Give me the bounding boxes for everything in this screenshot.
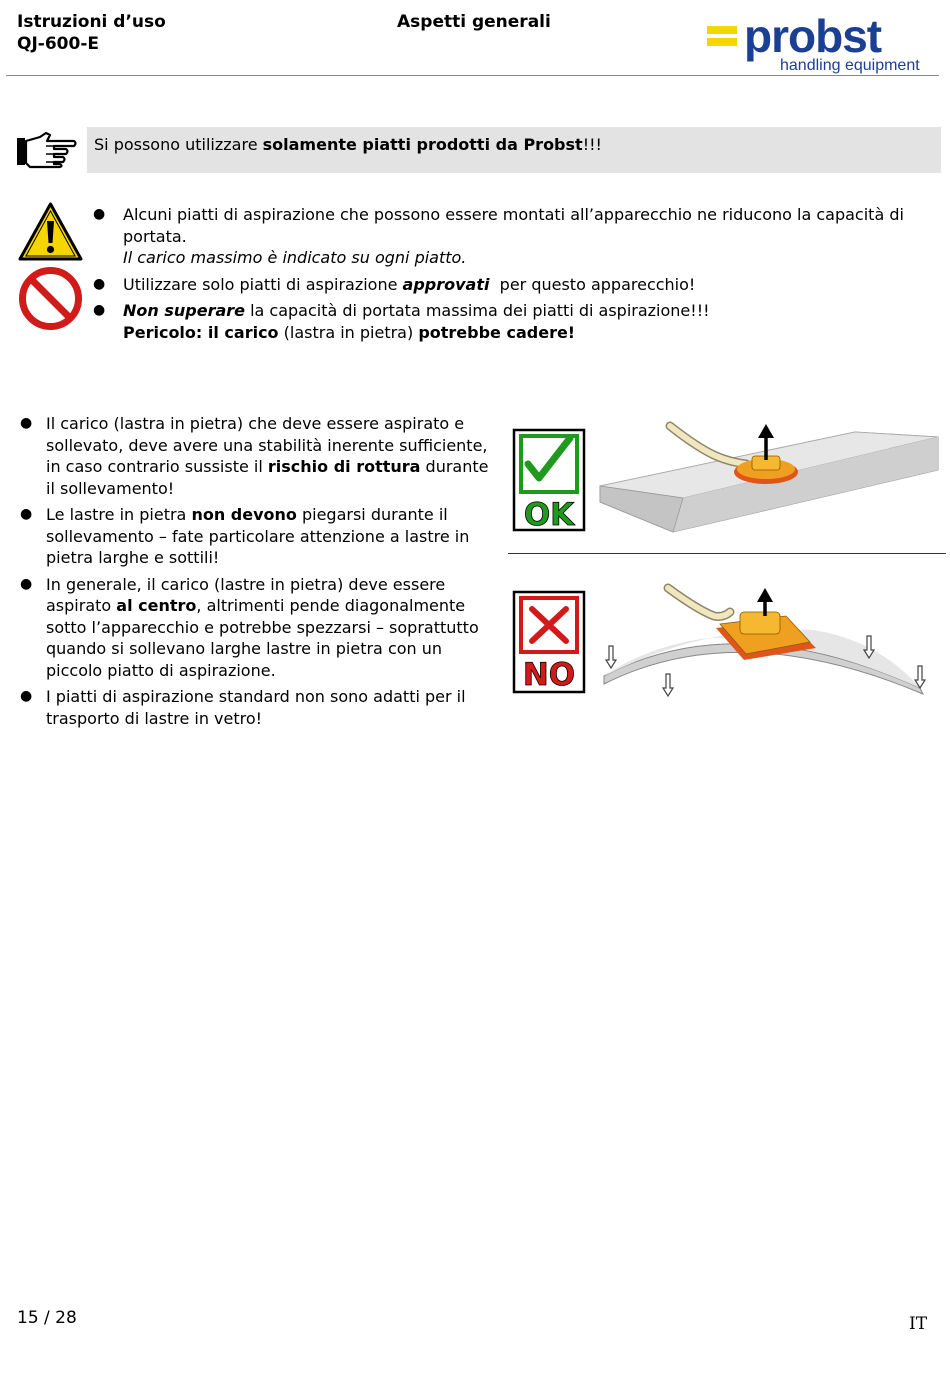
logo-wordmark: probst	[744, 10, 882, 62]
item-bold: rischio di rottura	[267, 457, 421, 476]
logo-bar-top	[707, 26, 737, 34]
item-text: In generale, il carico (lastre in pietra) deve essere aspirato	[46, 574, 446, 615]
note-post: !!!	[582, 135, 602, 154]
warning-text: Utilizzare solo piatti di aspirazione	[123, 274, 403, 294]
item-bold: al centro	[116, 596, 197, 615]
figure-ok-flat-slab	[508, 420, 940, 545]
bullet: ●	[93, 206, 106, 222]
list-item	[93, 204, 933, 269]
header-left	[17, 11, 166, 55]
bullet: ●	[20, 688, 33, 704]
danger-bold: Pericolo: il carico	[123, 322, 279, 342]
list-item	[20, 574, 502, 682]
danger-bold: potrebbe cadere!	[418, 322, 576, 342]
bullet: ●	[20, 506, 33, 522]
warning-text: la capacità di portata massima dei piatti di aspirazione!!!	[245, 301, 710, 320]
down-arrow-icon	[606, 646, 616, 668]
lift-arrow-icon	[758, 424, 774, 438]
ok-label: OK	[523, 497, 575, 533]
lift-arrow-icon	[757, 588, 773, 602]
figure-divider	[508, 553, 946, 554]
item-bold: non devono	[191, 505, 297, 524]
language-code: IT	[909, 1314, 928, 1334]
model-number: QJ-600-E	[17, 34, 99, 54]
page-number: 15 / 28	[17, 1308, 77, 1328]
warning-text: per questo apparecchio!	[489, 274, 696, 294]
item-text: Il carico (lastra in pietra) che deve essere aspirato e sollevato, deve avere una stabilità inerente sufficiente, in caso contrario sussiste il	[46, 414, 488, 476]
note-text	[94, 135, 602, 155]
warning-text: Alcuni piatti di aspirazione che possono essere montati all’apparecchio ne riducono la capacità di portata.	[123, 205, 904, 246]
item-text: , altrimenti pende diagonalmente sotto l’apparecchio e potrebbe spezzarsi – soprattutto quando si sollevano larghe lastre in pietra con un piccolo piatto di aspirazione.	[46, 596, 479, 680]
header-divider	[6, 75, 939, 76]
section-title: Aspetti generali	[397, 12, 551, 32]
note-pre: Si possono utilizzare	[94, 135, 263, 154]
no-label: NO	[522, 657, 576, 693]
item-text: durante il sollevamento!	[46, 457, 489, 498]
main-list	[20, 413, 502, 734]
bullet: ●	[93, 275, 106, 292]
logo-bar-bottom	[707, 38, 737, 46]
down-arrow-icon	[663, 674, 673, 696]
warning-bold-italic: approvati	[402, 274, 490, 294]
doc-title: Istruzioni d’uso	[17, 12, 166, 32]
figure-no-bent-slab	[508, 580, 940, 705]
warning-triangle-icon	[17, 201, 84, 263]
item-text: I piatti di aspirazione standard non sono adatti per il trasporto di lastre in vetro!	[46, 687, 466, 728]
list-item	[20, 413, 502, 499]
danger-text: (lastra in pietra)	[278, 322, 419, 342]
warning-bold-italic: Non superare	[123, 301, 245, 320]
pointing-hand-icon	[16, 129, 78, 169]
bullet: ●	[93, 302, 106, 318]
item-text: Le lastre in pietra	[46, 505, 192, 524]
bullet: ●	[20, 575, 33, 592]
list-item	[20, 686, 502, 729]
bullet: ●	[20, 415, 33, 431]
warning-list	[93, 204, 933, 348]
prohibition-icon	[17, 265, 84, 332]
note-bold: solamente piatti prodotti da Probst	[262, 135, 583, 154]
warning-italic-text: Il carico massimo è indicato su ogni piatto.	[123, 248, 467, 267]
list-item	[93, 274, 933, 296]
logo-tagline: handling equipment	[780, 57, 920, 74]
list-item	[20, 504, 502, 569]
item-text: piegarsi durante il sollevamento – fate particolare attenzione a lastre in pietra larghe e sottili!	[46, 505, 470, 567]
probst-logo	[704, 10, 934, 76]
list-item	[93, 300, 933, 343]
